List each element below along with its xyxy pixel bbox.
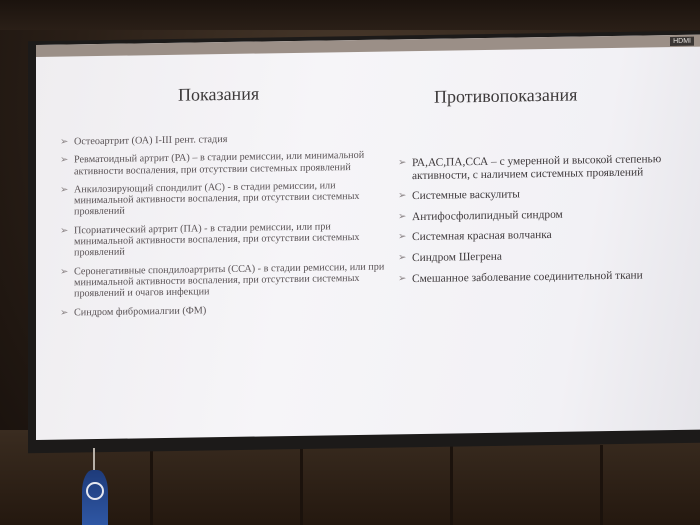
list-item [60, 220, 390, 259]
list-item-text: Синдром Шегрена [412, 250, 502, 265]
arrow-bullet-icon: ➢ [398, 252, 407, 264]
list-item [398, 248, 698, 265]
arrow-bullet-icon: ➢ [398, 272, 407, 284]
arrow-bullet-icon: ➢ [60, 136, 69, 148]
arrow-bullet-icon: ➢ [60, 184, 69, 196]
list-item [60, 179, 390, 218]
arrow-bullet-icon: ➢ [398, 190, 407, 202]
list-item [398, 153, 698, 183]
arrow-bullet-icon: ➢ [60, 307, 69, 319]
list-item-text: Системная красная волчанка [412, 229, 552, 244]
list-item [60, 261, 390, 300]
list-item [60, 131, 390, 147]
ceiling [0, 0, 700, 30]
arrow-bullet-icon: ➢ [398, 210, 407, 223]
panel-divider [300, 445, 303, 525]
list-item-text: Синдром фибромиалгии (ФМ) [74, 304, 207, 318]
list-item [60, 150, 390, 178]
panel-divider [450, 445, 453, 525]
indications-title: Показания [178, 83, 260, 105]
list-item-text: Серонегативные спондилоартриты (ССА) - в стадии ремиссии, или при минимальной активности воспаления, при отсутствии системных проявлений и очагов инфекции [74, 261, 385, 300]
list-item [398, 227, 698, 244]
list-item [398, 186, 698, 203]
panel-divider [150, 445, 153, 525]
list-item-text: Анкилозирующий спондилит (АС) - в стадии ремиссии, или минимальной активности воспаления, при отсутствии системных проявлений [74, 180, 360, 218]
arrow-bullet-icon: ➢ [60, 225, 69, 237]
list-item-text: РА,АС,ПА,ССА – с умеренной и высокой степенью активности, с наличием системных проявлений [412, 153, 662, 182]
list-item-text: Смешанное заболевание соединительной ткани [412, 269, 643, 285]
list-item-text: Антифосфолипидный синдром [412, 208, 563, 223]
list-item [398, 268, 698, 285]
list-item [60, 302, 390, 318]
list-item-text: Псориатический артрит (ПА) - в стадии ремиссии, или при минимальной активности воспаления, при отсутствии системных проявлений [74, 221, 360, 259]
indications-list [60, 131, 390, 325]
list-item-text: Ревматоидный артрит (РА) – в стадии ремиссии, или минимальной активности воспаления, при отсутствии системных проявлений [74, 150, 365, 177]
arrow-bullet-icon: ➢ [398, 231, 407, 243]
list-item-text: Остеоартрит (ОА) I-III рент. стадия [74, 133, 228, 148]
contraindications-title: Противопоказания [434, 84, 578, 107]
arrow-bullet-icon: ➢ [60, 154, 69, 166]
list-item [398, 206, 698, 223]
table-flag [78, 448, 110, 525]
panel-divider [600, 445, 603, 525]
contraindications-list [398, 153, 698, 294]
projection-screen [36, 35, 700, 440]
arrow-bullet-icon: ➢ [398, 157, 407, 169]
flag-emblem-icon [86, 482, 104, 500]
list-item-text: Системные васкулиты [412, 188, 520, 203]
hdmi-badge: HDMI [670, 37, 694, 46]
arrow-bullet-icon: ➢ [60, 266, 69, 278]
